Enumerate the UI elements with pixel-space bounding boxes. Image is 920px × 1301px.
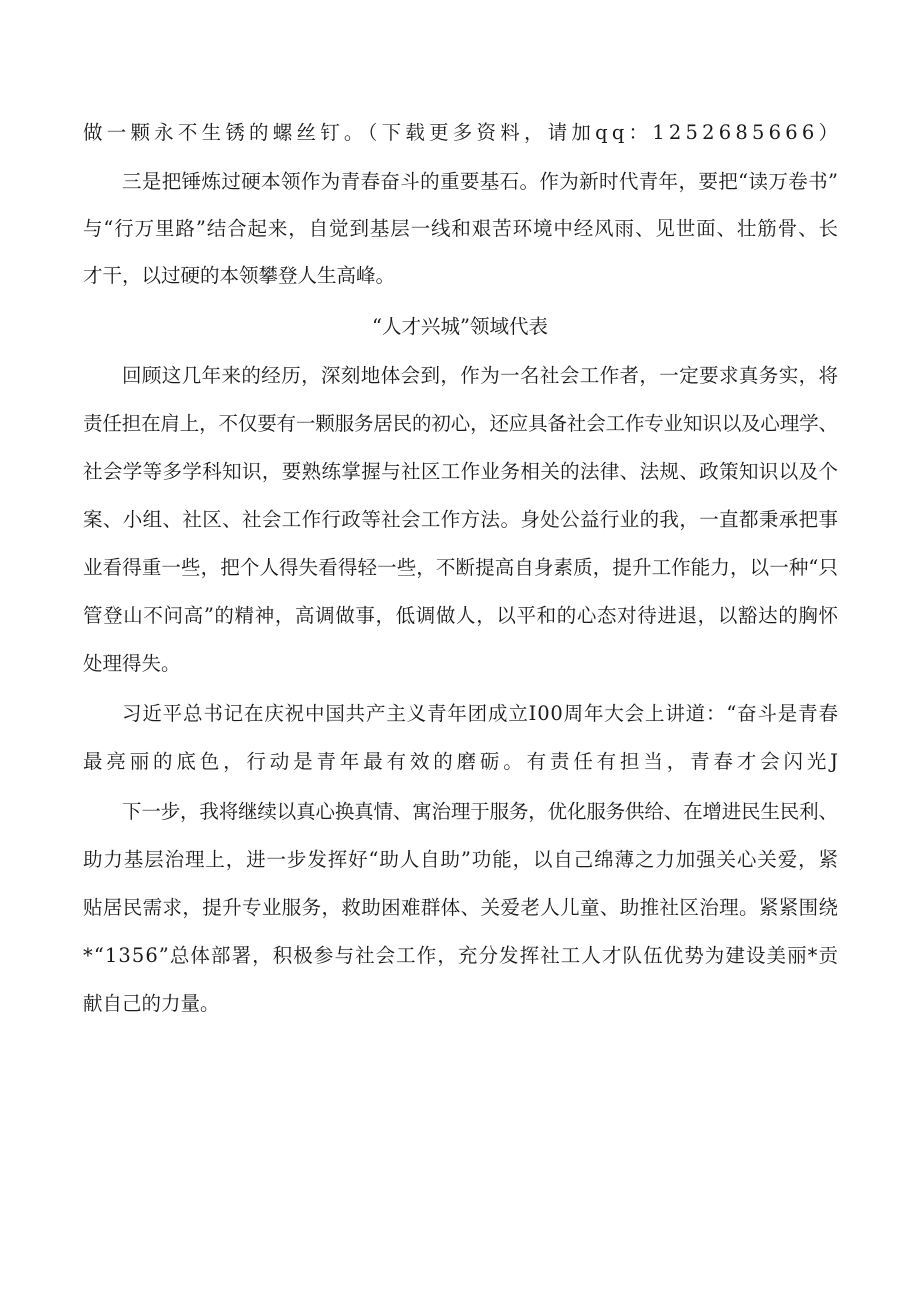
paragraph-4-line-2 bbox=[0, 747, 920, 777]
paragraph-3-line-2 bbox=[0, 409, 920, 439]
paragraph-3-line-5 bbox=[0, 553, 920, 583]
paragraph-5-line-4 bbox=[0, 941, 920, 971]
paragraph-5-line-1-content: 下一步，我将继续以真心换真情、寓治理于服务，优化服务供给、在增进民生民利、 bbox=[122, 800, 838, 823]
paragraph-3-line-7-content: 处理得失。 bbox=[83, 652, 181, 675]
paragraph-4-line-1 bbox=[0, 699, 920, 729]
paragraph-5-line-2-content: 助力基层治理上，进一步发挥好“助人自助”功能，以自己绵薄之力加强关心关爱，紧 bbox=[83, 848, 839, 871]
paragraph-2-line-2 bbox=[0, 214, 920, 244]
paragraph-3-line-7 bbox=[0, 649, 920, 679]
paragraph-3-line-6-content: 管登山不问高”的精神，高调做事，低调做人，以平和的心态对待进退，以豁达的胸怀 bbox=[83, 604, 839, 627]
paragraph-5-line-2 bbox=[0, 845, 920, 875]
paragraph-3-line-3-content: 社会学等多学科知识，要熟练掌握与社区工作业务相关的法律、法规、政策知识以及个 bbox=[83, 460, 839, 483]
text-line-1 bbox=[0, 118, 920, 148]
paragraph-4-line-1-content: 习近平总书记在庆祝中国共产主义青年团成立I00周年大会上讲道：“奋斗是青春 bbox=[122, 702, 839, 725]
paragraph-2-line-1-content: 三是把锤炼过硬本领作为青春奋斗的重要基石。作为新时代青年，要把“读万卷书” bbox=[122, 170, 839, 193]
paragraph-4-line-2-content: 最亮丽的底色，行动是青年最有效的磨砺。有责任有担当，青春才会闪光J bbox=[83, 750, 842, 773]
paragraph-5-line-3 bbox=[0, 893, 920, 923]
paragraph-2-line-1 bbox=[0, 167, 920, 197]
paragraph-3-line-3 bbox=[0, 457, 920, 487]
paragraph-2-line-2-content: 与“行万里路”结合起来，自觉到基层一线和艰苦环境中经风雨、见世面、壮筋骨、长 bbox=[83, 217, 839, 240]
paragraph-2-line-3 bbox=[0, 261, 920, 291]
paragraph-5-line-3-content: 贴居民需求，提升专业服务，救助困难群体、关爱老人儿童、助推社区治理。紧紧围绕 bbox=[83, 896, 839, 919]
paragraph-3-line-4-content: 案、小组、社区、社会工作行政等社会工作方法。身处公益行业的我，一直都秉承把事 bbox=[83, 508, 839, 531]
paragraph-3-line-4 bbox=[0, 505, 920, 535]
section-heading-text: “人才兴城”领域代表 bbox=[372, 315, 548, 338]
paragraph-5-line-4-content: *“1356”总体部署，积极参与社会工作，充分发挥社工人才队伍优势为建设美丽*贡 bbox=[83, 944, 840, 967]
section-heading bbox=[0, 312, 920, 342]
paragraph-3-line-2-content: 责任担在肩上，不仅要有一颗服务居民的初心，还应具备社会工作专业知识以及心理学、 bbox=[83, 412, 838, 435]
paragraph-2-line-3-content: 才干，以过硬的本领攀登人生高峰。 bbox=[83, 264, 396, 287]
paragraph-3-line-6 bbox=[0, 601, 920, 631]
paragraph-3-line-5-content: 业看得重一些，把个人得失看得轻一些，不断提高自身素质，提升工作能力，以一种“只 bbox=[83, 556, 839, 579]
paragraph-5-line-5 bbox=[0, 989, 920, 1019]
paragraph-3-line-1-content: 回顾这几年来的经历，深刻地体会到，作为一名社会工作者，一定要求真务实，将 bbox=[122, 364, 839, 387]
paragraph-5-line-1 bbox=[0, 797, 920, 827]
paragraph-3-line-1 bbox=[0, 361, 920, 391]
paragraph-5-line-5-content: 献自己的力量。 bbox=[83, 992, 220, 1015]
text-line-1-content: 做一颗永不生锈的螺丝钉。（下载更多资料，请加qq：1252685666） bbox=[83, 121, 843, 144]
